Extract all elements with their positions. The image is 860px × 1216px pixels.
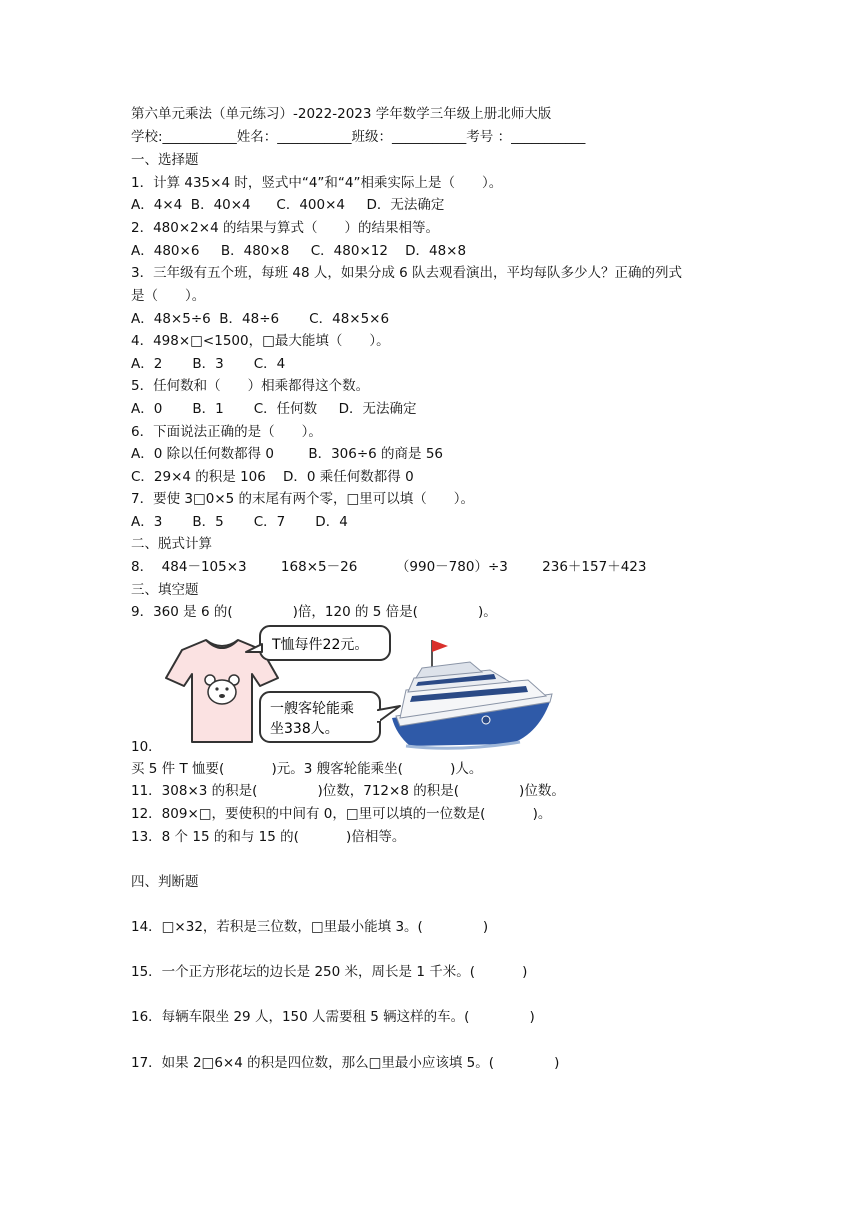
student-info-line: 学校:___________姓名：___________班级：___________考号 ：___________	[131, 129, 586, 145]
question-15: 15．一个正方形花坛的边长是 250 米，周长是 1 千米。( )	[131, 964, 528, 980]
question-3-options: A．48×5÷6 B．48÷6 C．48×5×6	[131, 311, 390, 327]
section-heading: 二、脱式计算	[131, 536, 212, 552]
question-7-options: A．3 B．5 C．7 D．4	[131, 514, 348, 530]
question-1-options: A．4×4 B．40×4 C．400×4 D．无法确定	[131, 197, 445, 213]
question-5: 5．任何数和（ ）相乘都得这个数。	[131, 378, 370, 394]
question-14: 14．□×32，若积是三位数，□里最小能填 3。( )	[131, 919, 489, 935]
question-16: 16．每辆车限坐 29 人，150 人需要租 5 辆这样的车。( )	[131, 1009, 535, 1025]
question-6-options-2: C．29×4 的积是 106 D．0 乘任何数都得 0	[131, 469, 414, 485]
question-10-number: 10．	[131, 739, 162, 755]
question-17: 17．如果 2□6×4 的积是四位数，那么□里最小应该填 5。( )	[131, 1055, 560, 1071]
question-4: 4．498×□<1500，□最大能填（ ）。	[131, 333, 390, 349]
speech-bubble-tshirt	[246, 626, 390, 660]
question-2-options: A．480×6 B．480×8 C．480×12 D．48×8	[131, 243, 467, 259]
section-heading: 四、判断题	[131, 874, 199, 890]
question-10: 买 5 件 T 恤要( )元。3 艘客轮能乘坐( )人。	[131, 761, 483, 777]
question-12: 12．809×□，要使积的中间有 0，□里可以填的一位数是( )。	[131, 806, 552, 822]
question-2: 2．480×2×4 的结果与算式（ ）的结果相等。	[131, 220, 439, 236]
question-1: 1．计算 435×4 时，竖式中“4”和“4”相乘实际上是（ ）。	[131, 175, 503, 191]
question-3-cont: 是（ ）。	[131, 288, 206, 304]
question-10-illustration	[160, 622, 560, 752]
question-3: 3．三年级有五个班，每班 48 人，如果分成 6 队去观看演出，平均每队多少人？正确的列式	[131, 265, 683, 281]
question-13: 13．8 个 15 的和与 15 的( )倍相等。	[131, 829, 406, 845]
ship-icon	[392, 640, 552, 748]
section-heading: 三、填空题	[131, 582, 199, 598]
question-9: 9．360 是 6 的( )倍，120 的 5 倍是( )。	[131, 604, 497, 620]
question-5-options: A．0 B．1 C．任何数 D．无法确定	[131, 401, 417, 417]
document-title: 第六单元乘法（单元练习）-2022-2023 学年数学三年级上册北师大版	[131, 106, 552, 122]
speech-bubble-ship	[260, 692, 400, 742]
section-heading: 一、选择题	[131, 152, 199, 168]
bubble-tshirt-text: T恤每件22元。	[272, 637, 369, 653]
question-8: 8． 484－105×3 168×5－26 （990－780）÷3 236＋157＋423	[131, 559, 647, 575]
question-11: 11．308×3 的积是( )位数，712×8 的积是( )位数。	[131, 783, 565, 799]
question-6-options-1: A．0 除以任何数都得 0 B．306÷6 的商是 56	[131, 446, 444, 462]
question-6: 6．下面说法正确的是（ ）。	[131, 424, 322, 440]
question-4-options: A．2 B．3 C．4	[131, 356, 286, 372]
question-7: 7．要使 3□0×5 的末尾有两个零，□里可以填（ ）。	[131, 491, 475, 507]
bubble-ship-text-1: 一艘客轮能乘	[270, 701, 354, 717]
bubble-ship-text-2: 坐338人。	[270, 721, 339, 737]
